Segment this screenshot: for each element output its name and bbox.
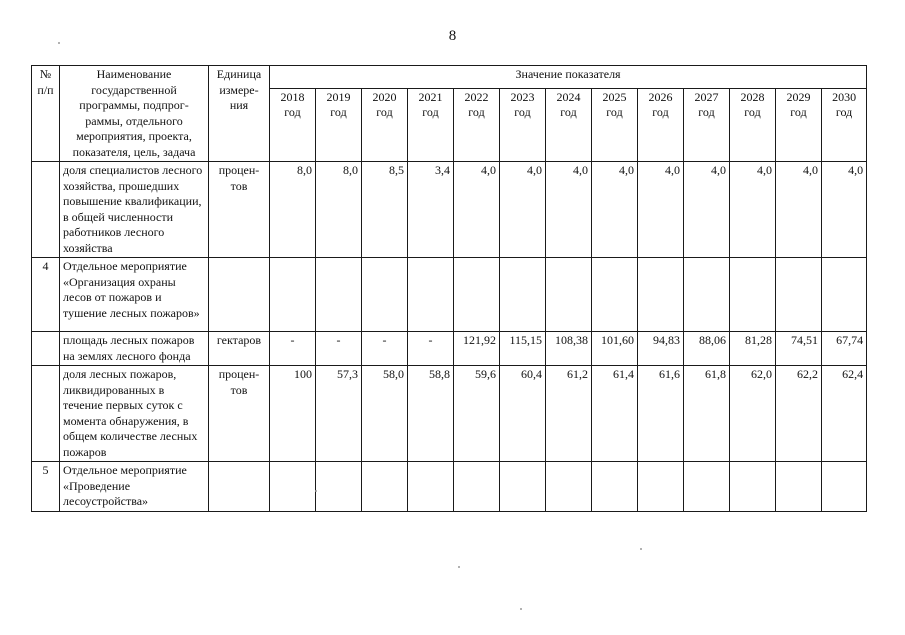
- value-cell: 62,2: [776, 366, 822, 462]
- value-cell: [270, 258, 316, 332]
- value-cell: 74,51: [776, 332, 822, 366]
- row-name: площадь лесных пожаров на землях лесного фонда: [60, 332, 209, 366]
- value-cell: [270, 462, 316, 512]
- table-row: [32, 162, 867, 258]
- value-cell: 61,6: [638, 366, 684, 462]
- value-cell: 8,0: [316, 162, 362, 258]
- table-row: [32, 258, 867, 332]
- value-cell: [316, 462, 362, 512]
- row-number: [32, 332, 60, 366]
- header-year-suffix: год: [698, 105, 715, 120]
- value-cell: 88,06: [684, 332, 730, 366]
- header-year-2025: [592, 88, 638, 161]
- header-year-2020: [362, 88, 408, 161]
- value-cell: [316, 258, 362, 332]
- header-year-2023: [500, 88, 546, 161]
- value-cell: [638, 258, 684, 332]
- header-year-suffix: год: [606, 105, 623, 120]
- header-year-value: 2022: [464, 89, 489, 104]
- row-number: 5: [32, 462, 60, 512]
- header-year-value: 2025: [602, 89, 627, 104]
- header-year-2018: [270, 88, 316, 161]
- value-cell: 4,0: [638, 162, 684, 258]
- value-cell: [454, 258, 500, 332]
- header-year-value: 2019: [326, 89, 351, 104]
- row-unit: гектаров: [209, 332, 270, 366]
- row-unit: [209, 462, 270, 512]
- indicators-table: [31, 65, 867, 512]
- value-cell: -: [362, 332, 408, 366]
- value-cell: [362, 462, 408, 512]
- value-cell: -: [408, 332, 454, 366]
- header-year-value: 2018: [280, 89, 305, 104]
- value-cell: 62,0: [730, 366, 776, 462]
- value-cell: 115,15: [500, 332, 546, 366]
- header-year-value: 2024: [556, 89, 581, 104]
- row-name: доля специалистов лесного хозяйства, прошедших повышение квалификации, в общей численности работников лесного хозяйства: [60, 162, 209, 258]
- value-cell: 4,0: [776, 162, 822, 258]
- value-cell: 4,0: [592, 162, 638, 258]
- header-num: № п/п: [32, 66, 60, 162]
- value-cell: 58,8: [408, 366, 454, 462]
- header-year-value: 2020: [372, 89, 397, 104]
- value-cell: [454, 462, 500, 512]
- header-year-2022: [454, 88, 500, 161]
- value-cell: [684, 462, 730, 512]
- header-year-suffix: год: [652, 105, 669, 120]
- value-cell: 57,3: [316, 366, 362, 462]
- value-cell: 4,0: [684, 162, 730, 258]
- value-cell: -: [316, 332, 362, 366]
- row-number: [32, 162, 60, 258]
- row-number: 4: [32, 258, 60, 332]
- value-cell: [730, 462, 776, 512]
- header-year-2024: [546, 88, 592, 161]
- value-cell: [546, 258, 592, 332]
- value-cell: [592, 258, 638, 332]
- row-unit: [209, 258, 270, 332]
- header-year-suffix: год: [790, 105, 807, 120]
- value-cell: 4,0: [730, 162, 776, 258]
- value-cell: 62,4: [822, 366, 867, 462]
- header-year-suffix: год: [744, 105, 761, 120]
- row-name: доля лесных пожаров, ликвидированных в течение первых суток с момента обнаружения, в общем количестве лесных пожаров: [60, 366, 209, 462]
- value-cell: 4,0: [454, 162, 500, 258]
- header-year-2027: [684, 88, 730, 161]
- value-cell: 121,92: [454, 332, 500, 366]
- header-year-suffix: год: [835, 105, 853, 120]
- table-row: [32, 462, 867, 512]
- scan-speck: [315, 490, 317, 492]
- header-year-value: 2027: [694, 89, 719, 104]
- header-year-value: 2021: [418, 89, 443, 104]
- header-year-value: 2023: [510, 89, 535, 104]
- value-cell: 59,6: [454, 366, 500, 462]
- header-year-2019: [316, 88, 362, 161]
- row-name: Отдельное мероприятие «Проведение лесоустройства»: [60, 462, 209, 512]
- value-cell: [408, 462, 454, 512]
- value-cell: 8,5: [362, 162, 408, 258]
- header-year-2021: [408, 88, 454, 161]
- header-year-2028: [730, 88, 776, 161]
- header-name: Наименование государственной программы, подпрог-раммы, отдельного мероприятия, проекта, показателя, цель, задача: [60, 66, 209, 162]
- header-year-suffix: год: [560, 105, 577, 120]
- value-cell: 101,60: [592, 332, 638, 366]
- page-number: 8: [448, 28, 457, 44]
- value-cell: [730, 258, 776, 332]
- table-row: [32, 332, 867, 366]
- value-cell: 61,4: [592, 366, 638, 462]
- header-year-value: 2030: [832, 89, 857, 104]
- value-cell: 94,83: [638, 332, 684, 366]
- value-cell: 67,74: [822, 332, 867, 366]
- scan-speck: [58, 42, 60, 44]
- header-unit: Единица измере-ния: [209, 66, 270, 162]
- value-cell: [776, 258, 822, 332]
- scan-speck: [458, 566, 460, 568]
- value-cell: 61,2: [546, 366, 592, 462]
- value-cell: [776, 462, 822, 512]
- value-cell: 4,0: [546, 162, 592, 258]
- scan-speck: [640, 548, 642, 550]
- row-name: Отдельное мероприятие «Организация охраны лесов от пожаров и тушение лесных пожаров»: [60, 258, 209, 332]
- value-cell: 4,0: [500, 162, 546, 258]
- row-number: [32, 366, 60, 462]
- value-cell: 8,0: [270, 162, 316, 258]
- header-year-suffix: год: [330, 105, 347, 120]
- value-cell: 4,0: [822, 162, 867, 258]
- value-cell: [638, 462, 684, 512]
- header-year-suffix: год: [422, 105, 439, 120]
- value-cell: [822, 258, 867, 332]
- table-row: [32, 366, 867, 462]
- value-cell: [408, 258, 454, 332]
- header-year-value: 2029: [786, 89, 811, 104]
- row-unit: процен-тов: [209, 162, 270, 258]
- value-cell: 60,4: [500, 366, 546, 462]
- row-unit: процен-тов: [209, 366, 270, 462]
- header-year-2026: [638, 88, 684, 161]
- scan-speck: [520, 608, 522, 610]
- value-cell: 61,8: [684, 366, 730, 462]
- value-cell: 100: [270, 366, 316, 462]
- value-cell: [684, 258, 730, 332]
- value-cell: [592, 462, 638, 512]
- header-year-value: 2026: [648, 89, 673, 104]
- value-cell: 108,38: [546, 332, 592, 366]
- value-cell: [500, 462, 546, 512]
- value-cell: [500, 258, 546, 332]
- value-cell: [822, 462, 867, 512]
- header-value-group: Значение показателя: [270, 66, 867, 89]
- value-cell: -: [270, 332, 316, 366]
- header-year-2029: [776, 88, 822, 161]
- value-cell: [546, 462, 592, 512]
- value-cell: 58,0: [362, 366, 408, 462]
- header-year-suffix: год: [284, 105, 301, 120]
- header-year-value: 2028: [740, 89, 765, 104]
- header-year-suffix: год: [468, 105, 485, 120]
- header-year-suffix: год: [514, 105, 531, 120]
- header-year-2030: [822, 88, 867, 161]
- header-year-suffix: год: [376, 105, 393, 120]
- value-cell: 3,4: [408, 162, 454, 258]
- value-cell: 81,28: [730, 332, 776, 366]
- value-cell: [362, 258, 408, 332]
